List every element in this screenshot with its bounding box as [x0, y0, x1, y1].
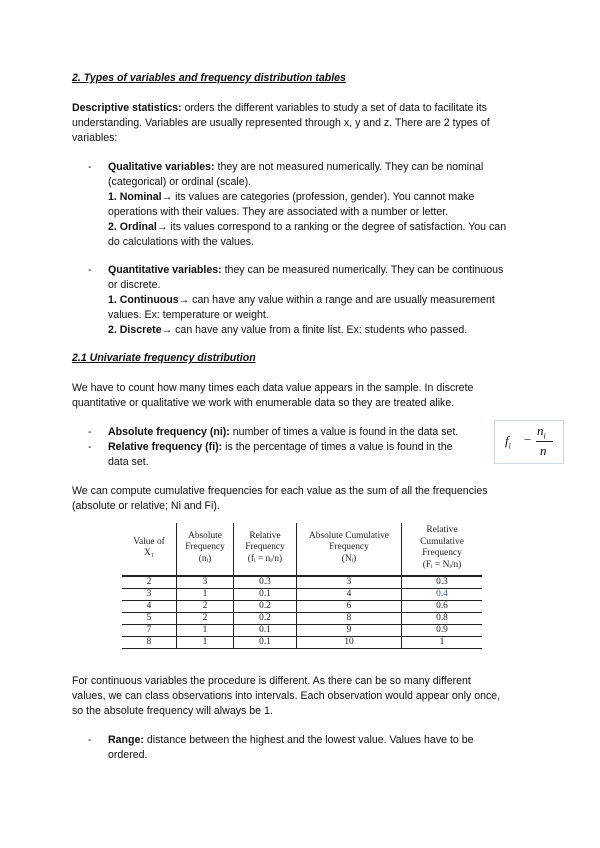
- absolute-term: Absolute frequency (ni):: [108, 426, 230, 438]
- continuous-par-line-2: values, we can class observations into intervals. Each observation would appear only once,: [72, 690, 501, 702]
- table-cell: 3: [297, 576, 402, 589]
- table-cell: 0.1: [234, 589, 297, 601]
- nominal-line-1-text: → its values are categories (profession, gender). You cannot make: [161, 191, 475, 203]
- table-cell: 2: [177, 601, 234, 613]
- range-text-1: distance between the highest and the lowest value. Values have to be: [143, 734, 474, 746]
- table-cell: 8: [122, 637, 177, 649]
- header-relcum-line-3: (Fᵢ = Nᵢ/n): [422, 559, 462, 570]
- header-value-line-3: X₁: [143, 548, 155, 558]
- absolute-bullet: -: [88, 426, 92, 438]
- table-cell: 1: [402, 637, 483, 649]
- header-absolute: [177, 523, 234, 576]
- table-cell: 1: [177, 589, 234, 601]
- header-abscum-line-2: Frequency: [329, 542, 369, 553]
- nominal-term: 1. Nominal: [108, 191, 162, 203]
- header-abscum-line-3: (Nᵢ): [341, 553, 357, 564]
- table-row: [122, 576, 482, 589]
- table-cell: 5: [122, 613, 177, 625]
- table-cell: 2: [177, 613, 234, 625]
- continuous-par-line-1: For continuous variables the procedure is different. As there can be so many different: [72, 675, 471, 687]
- qualitative-line-1-text: they are not measured numerically. They can be nominal: [214, 161, 484, 173]
- quantitative-bullet: -: [88, 264, 92, 276]
- table-header-row: [122, 523, 482, 576]
- ordinal-line-1-text: → its values correspond to a ranking or the degree of satisfaction. You can: [156, 221, 507, 233]
- ordinal-line-2: do calculations with the values.: [108, 236, 255, 248]
- table-cell: 9: [297, 625, 402, 637]
- formula-lhs: [505, 433, 511, 451]
- table-row: [122, 613, 482, 625]
- cumulative-paragraph: [72, 484, 542, 514]
- continuous-line-1: [108, 293, 568, 308]
- formula-f: f: [505, 433, 509, 448]
- continuous-term: 1. Continuous: [108, 294, 179, 306]
- table-cell: 0.4: [402, 589, 483, 601]
- table-cell: 0.6: [402, 601, 483, 613]
- qualitative-bullet: -: [88, 161, 92, 173]
- range-bullet: -: [88, 734, 92, 746]
- table-cell: 7: [122, 625, 177, 637]
- range-line-1: [108, 733, 548, 748]
- table-cell: 0.3: [402, 576, 483, 589]
- continuous-line-2: values. Ex: temperature or weight.: [108, 309, 269, 321]
- header-relative: [234, 523, 297, 576]
- frequency-bullets: [108, 425, 488, 470]
- header-value-line-2: Value of: [133, 536, 165, 547]
- intro-line-1: [72, 101, 532, 116]
- univariate-paragraph: [72, 381, 542, 411]
- table-cell: 0.9: [402, 625, 483, 637]
- table-cell: 0.1: [234, 637, 297, 649]
- absolute-text: number of times a value is found in the data set.: [229, 426, 459, 438]
- subsection-title: 2.1 Univariate frequency distribution: [72, 352, 256, 364]
- table-cell: 0.2: [234, 601, 297, 613]
- formula-f-sub: i: [508, 441, 511, 451]
- formula-fraction-bar: [536, 441, 553, 442]
- table-cell: 6: [297, 601, 402, 613]
- cumulative-line-2: (absolute or relative; Ni and Fi).: [72, 500, 220, 512]
- table-cell: 8: [297, 613, 402, 625]
- header-value: [122, 523, 177, 576]
- intro-paragraph: [72, 101, 532, 146]
- relative-frequency-formula: [494, 420, 564, 464]
- univariate-line-1: We have to count how many times each data value appears in the sample. In discrete: [72, 382, 474, 394]
- cumulative-line-1: We can compute cumulative frequencies for each value as the sum of all the frequencies: [72, 485, 488, 497]
- table-cell: 2: [122, 576, 177, 589]
- quantitative-line-1-text: they can be measured numerically. They can be continuous: [221, 264, 504, 276]
- discrete-line-1-text: → can have any value from a finite list. Ex: students who passed.: [161, 324, 468, 336]
- header-relative-cumulative: [402, 523, 483, 576]
- formula-numerator: [537, 423, 546, 441]
- relative-term: Relative frequency (fi):: [108, 441, 223, 453]
- intro-line-2: understanding. Variables are usually represented through x, y and z. There are 2 types of: [72, 117, 490, 129]
- quantitative-line-1: [108, 263, 568, 278]
- header-relcum-line-1: Relative Cumulative: [420, 525, 464, 547]
- formula-n-sub: i: [543, 431, 546, 441]
- table-cell: 4: [122, 601, 177, 613]
- range-block: [108, 733, 548, 763]
- qualitative-line-1: [108, 160, 568, 175]
- table-cell: 3: [177, 576, 234, 589]
- continuous-line-1-text: → can have any value within a range and are usually measurement: [178, 294, 495, 306]
- formula-denominator: n: [540, 443, 547, 458]
- continuous-paragraph: [72, 674, 542, 719]
- relative-bullet: -: [88, 441, 92, 453]
- header-relative-line-2: Frequency: [245, 542, 285, 553]
- table-cell: 0.3: [234, 576, 297, 589]
- header-relative-line-3: (fᵢ = nᵢ/n): [247, 553, 283, 564]
- table-cell: 4: [297, 589, 402, 601]
- intro-term: Descriptive statistics:: [72, 102, 182, 114]
- nominal-line-2: operations with their values. They are associated with a number or letter.: [108, 206, 449, 218]
- quantitative-block: [108, 263, 568, 338]
- header-absolute-cumulative: [297, 523, 402, 576]
- qualitative-line-2: (categorical) or ordinal (scale).: [108, 176, 252, 188]
- range-term: Range:: [108, 734, 144, 746]
- formula-minus: −: [524, 432, 532, 447]
- table-row: [122, 601, 482, 613]
- continuous-par-line-3: so the absolute frequency will always be 1.: [72, 705, 273, 717]
- frequency-table: [122, 523, 482, 649]
- header-relative-line-1: Relative: [249, 530, 281, 541]
- relative-frequency-line: [108, 440, 488, 455]
- table-cell: 0.1: [234, 625, 297, 637]
- qualitative-block: [108, 160, 568, 250]
- header-relcum-line-2: Frequency: [422, 548, 462, 558]
- table-cell: 0.8: [402, 613, 483, 625]
- relative-text-1: is the percentage of times a value is found in the: [222, 441, 453, 453]
- header-absolute-line-3: (nᵢ): [198, 553, 212, 564]
- univariate-line-2: quantitative or qualitative we work with enumerable data so they are treated alike.: [72, 397, 455, 409]
- table-cell: 10: [297, 637, 402, 649]
- nominal-line-1: [108, 190, 568, 205]
- header-absolute-line-1: Absolute: [188, 530, 222, 541]
- table-row: [122, 589, 482, 601]
- table-row: [122, 625, 482, 637]
- header-absolute-line-2: Frequency: [185, 542, 225, 553]
- discrete-term: 2. Discrete: [108, 324, 162, 336]
- header-abscum-line-1: Absolute Cumulative: [309, 530, 389, 541]
- formula-n: n: [537, 423, 544, 438]
- ordinal-line-1: [108, 220, 568, 235]
- range-line-2: ordered.: [108, 749, 148, 761]
- relative-frequency-line-2: data set.: [108, 456, 149, 468]
- ordinal-term: 2. Ordinal: [108, 221, 157, 233]
- discrete-line-1: [108, 323, 568, 338]
- section-title: 2. Types of variables and frequency distribution tables: [72, 72, 346, 84]
- table-cell: 3: [122, 589, 177, 601]
- intro-line-1-text: orders the different variables to study a set of data to facilitate its: [181, 102, 487, 114]
- table-cell: 1: [177, 625, 234, 637]
- table-row: [122, 637, 482, 649]
- quantitative-term: Quantitative variables:: [108, 264, 222, 276]
- absolute-frequency-line: [108, 425, 488, 440]
- quantitative-line-2: or discrete.: [108, 279, 161, 291]
- intro-line-3: variables:: [72, 132, 118, 144]
- table-cell: 1: [177, 637, 234, 649]
- qualitative-term: Qualitative variables:: [108, 161, 215, 173]
- table-cell: 0.2: [234, 613, 297, 625]
